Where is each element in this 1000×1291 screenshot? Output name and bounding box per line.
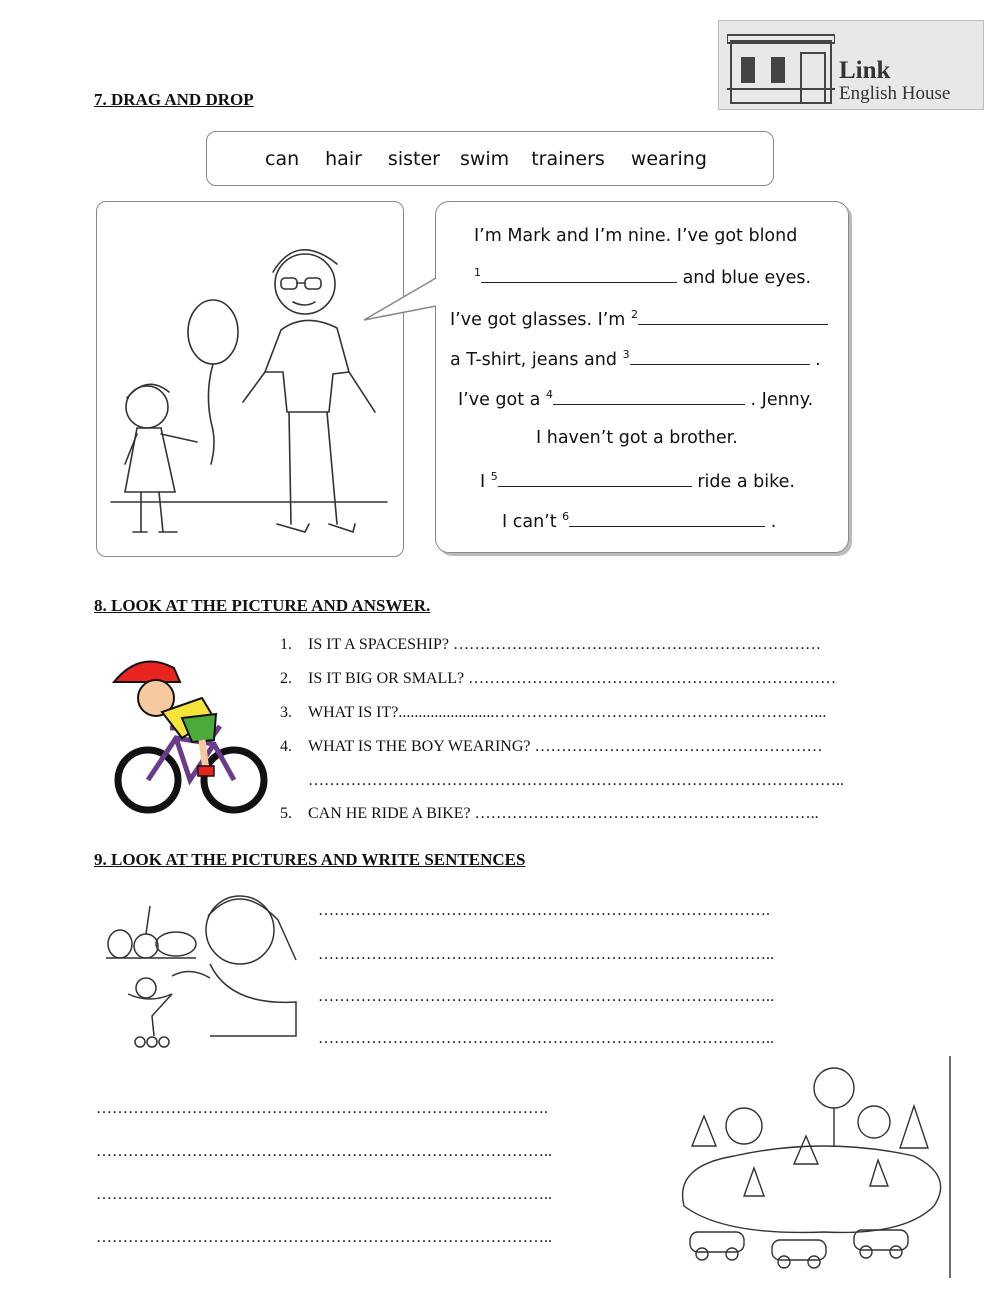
- bubble-line-2: $^1$ and blue eyes.: [474, 266, 812, 288]
- blank-3[interactable]: [630, 350, 810, 365]
- blank-5[interactable]: [498, 472, 692, 487]
- bubble-line-5: I’ve got a $^4$ . Jenny.: [458, 388, 814, 410]
- section8-title: 8. LOOK AT THE PICTURE AND ANSWER.: [94, 596, 431, 615]
- write-line-b-4[interactable]: …………………………………………………………………………..: [96, 1229, 552, 1246]
- question-1: 1. IS IT A SPACESHIP? ……………………………………………………………: [280, 636, 821, 653]
- bubble-line-6: I haven’t got a brother.: [536, 428, 738, 448]
- word-bank: [206, 131, 774, 186]
- word-trainers[interactable]: trainers: [531, 147, 605, 170]
- logo-subtitle: English House: [839, 83, 951, 104]
- section9-title: 9. LOOK AT THE PICTURES AND WRITE SENTENCES: [94, 850, 526, 869]
- blank-6[interactable]: [569, 512, 765, 527]
- building-icon: [727, 27, 835, 105]
- speech-bubble: [435, 201, 849, 553]
- write-line-b-1[interactable]: ………………………………………………………………………….: [96, 1100, 548, 1117]
- lake-park-illustration: [664, 1056, 954, 1278]
- bubble-line-4: a T-shirt, jeans and $^3$ .: [450, 348, 821, 370]
- logo: [718, 20, 984, 110]
- question-3: 3. WHAT IS IT?........................……………………………………………………...: [280, 704, 827, 721]
- logo-name: Link: [839, 57, 891, 84]
- write-line-a-1[interactable]: ………………………………………………………………………….: [318, 902, 770, 919]
- mark-and-jenny-illustration: [97, 202, 402, 555]
- woman-with-food-illustration: [100, 886, 300, 1056]
- bubble-line-8: I can’t $^6$ .: [502, 510, 777, 532]
- mark-jenny-picture: [96, 201, 404, 557]
- blank-1[interactable]: [481, 268, 677, 283]
- write-line-a-3[interactable]: …………………………………………………………………………..: [318, 988, 774, 1005]
- bubble-line-7: I $^5$ ride a bike.: [480, 470, 795, 492]
- blank-2[interactable]: [638, 310, 828, 325]
- question-4: 4. WHAT IS THE BOY WEARING? ………………………………………………: [280, 738, 823, 755]
- word-hair[interactable]: hair: [325, 147, 362, 170]
- blank-4[interactable]: [553, 390, 745, 405]
- word-wearing[interactable]: wearing: [630, 147, 707, 170]
- bubble-tail: [360, 276, 440, 326]
- write-line-a-2[interactable]: …………………………………………………………………………..: [318, 946, 774, 963]
- question-4-continued[interactable]: ………………………………………………………………………………………..: [308, 772, 844, 789]
- write-line-a-4[interactable]: …………………………………………………………………………..: [318, 1030, 774, 1047]
- word-sister[interactable]: sister: [387, 147, 440, 170]
- question-5: 5. CAN HE RIDE A BIKE? ………………………………………………………..: [280, 805, 819, 822]
- boy-on-bike-illustration: [110, 648, 274, 820]
- section7-title: 7. DRAG AND DROP: [94, 90, 254, 109]
- word-can[interactable]: can: [265, 147, 300, 170]
- bubble-line-3: I’ve got glasses. I’m $^2$: [450, 308, 828, 330]
- word-swim[interactable]: swim: [459, 147, 510, 170]
- bubble-line-1: I’m Mark and I’m nine. I’ve got blond: [474, 226, 798, 246]
- write-line-b-2[interactable]: …………………………………………………………………………..: [96, 1143, 552, 1160]
- question-2: 2. IS IT BIG OR SMALL? ……………………………………………………………: [280, 670, 837, 687]
- write-line-b-3[interactable]: …………………………………………………………………………..: [96, 1186, 552, 1203]
